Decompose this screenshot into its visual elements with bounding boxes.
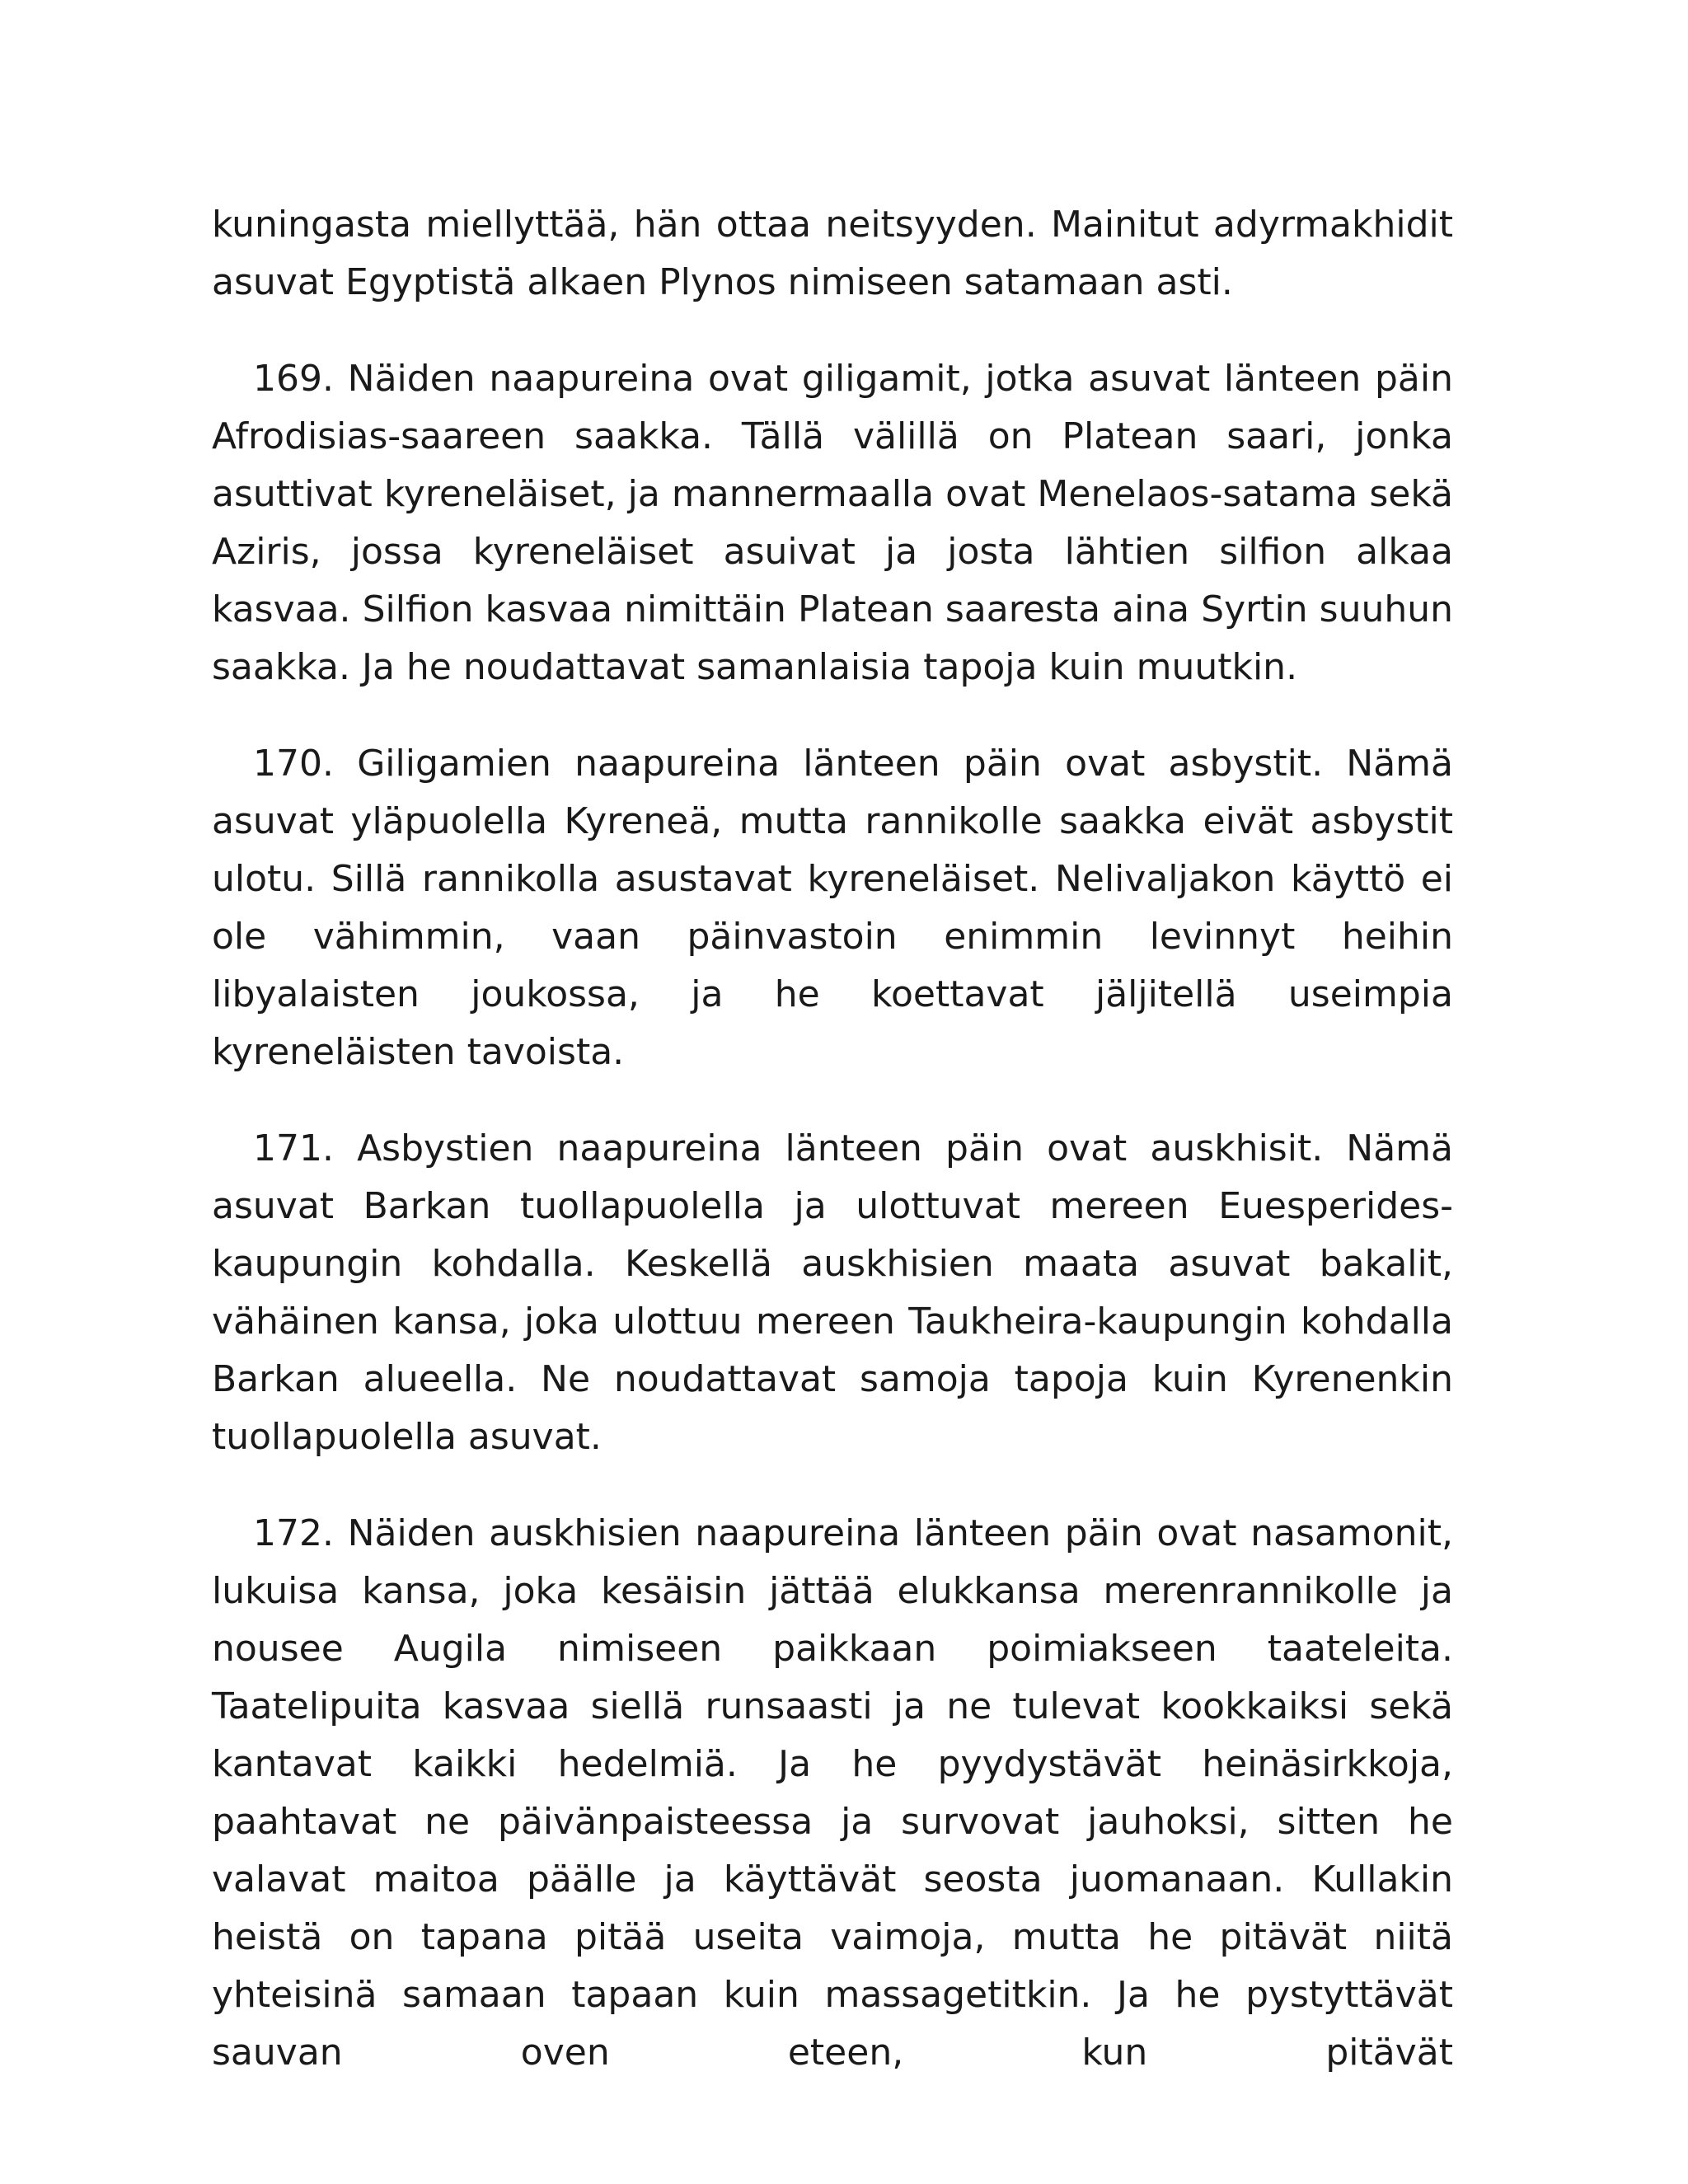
paragraph-continuation: kuningasta miellyttää, hän ottaa neitsyyden. Mainitut adyrmakhidit asuvat Egyptistä alkaen Plynos nimiseen satamaan asti. — [212, 204, 1453, 303]
document-page — [212, 196, 1453, 2121]
paragraph-170: 170. Giligamien naapureina länteen päin ovat asbystit. Nämä asuvat yläpuolella Kyreneä, mutta rannikolle saakka eivät asbystit ulotu. Sillä rannikolla asustavat kyreneläiset. Nelivaljakon käyttö ei ole vähimmin, vaan päinvastoin enimmin levinnyt heihin libyalaisten joukossa, ja he koettavat jäljitellä useimpia kyreneläisten tavoista. — [212, 743, 1453, 1073]
paragraph-169: 169. Näiden naapureina ovat giligamit, jotka asuvat länteen päin Afrodisias-saareen saakka. Tällä välillä on Platean saari, jonka asuttivat kyreneläiset, ja mannermaalla ovat Menelaos-satama sekä Aziris, jossa kyreneläiset asuivat ja josta lähtien silfion alkaa kasvaa. Silfion kasvaa nimittäin Platean saaresta aina Syrtin suuhun saakka. Ja he noudattavat samanlaisia tapoja kuin muutkin. — [212, 358, 1453, 688]
paragraph-171: 171. Asbystien naapureina länteen päin ovat auskhisit. Nämä asuvat Barkan tuollapuolella ja ulottuvat mereen Euesperides-kaupungin kohdalla. Keskellä auskhisien maata asuvat bakalit, vähäinen kansa, joka ulottuu mereen Taukheira-kaupungin kohdalla Barkan alueella. Ne noudattavat samoja tapoja kuin Kyrenenkin tuollapuolella asuvat. — [212, 1127, 1453, 1458]
paragraph-172: 172. Näiden auskhisien naapureina länteen päin ovat nasamonit, lukuisa kansa, joka kesäisin jättää elukkansa merenrannikolle ja nousee Augila nimiseen paikkaan poimiakseen taateleita. Taatelipuita kasvaa siellä runsaasti ja ne tulevat kookkaiksi sekä kantavat kaikki hedelmiä. Ja he pyydystävät heinäsirkkoja, paahtavat ne päivänpaisteessa ja survovat jauhoksi, sitten he valavat maitoa päälle ja käyttävät seosta juomanaan. Kullakin heistä on tapana pitää useita vaimoja, mutta he pitävät niitä yhteisinä samaan tapaan kuin massagetitkin. Ja he pystyttävät sauvan oven eteen, kun pitävät — [212, 1512, 1453, 2074]
